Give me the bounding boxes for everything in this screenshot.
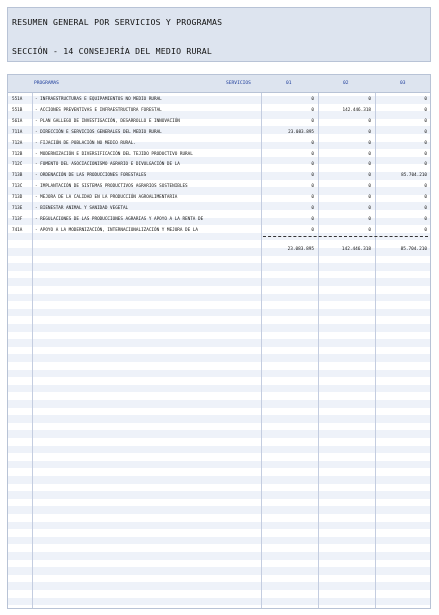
program-name: - APOYO A LA MODERNIZACIÓN, INTERNACIONALIZACIÓN Y MEJORA DE LA <box>35 227 198 233</box>
table-row <box>8 106 430 114</box>
row-stripe <box>8 461 430 469</box>
program-name: - ACCIONES PREVENTIVAS E INFRAESTRUCTURA FORESTAL <box>35 107 162 113</box>
program-code: 713D <box>12 195 23 201</box>
value-03: 0 <box>424 97 427 102</box>
program-name: - DIRECCIÓN E SERVICIOS GENERALES DEL MEDIO RURAL <box>35 129 162 135</box>
row-stripe <box>8 446 430 454</box>
program-name: - ORDENACIÓN DE LAS PRODUCCIONES FORESTALES <box>35 173 147 179</box>
header-servicios: SERVICIOS <box>226 81 251 86</box>
total-01: 23.083.895 <box>287 247 314 252</box>
value-03: 0 <box>424 140 427 146</box>
program-code: 741A <box>12 227 23 233</box>
program-name: - PLAN GALLEGO DE INVESTIGACIÓN, DESARROLLO E INNOVACIÓN <box>35 118 180 124</box>
row-stripe <box>8 506 430 514</box>
row-stripe <box>8 400 430 408</box>
row-stripe <box>8 324 430 332</box>
report-header <box>7 7 431 62</box>
row-stripe <box>8 522 430 530</box>
row-stripe <box>8 491 430 499</box>
program-code: 713F <box>12 216 23 222</box>
value-01: 0 <box>311 227 314 233</box>
value-02: 0 <box>368 118 371 124</box>
row-stripe <box>8 354 430 362</box>
value-02: 0 <box>368 195 371 201</box>
value-02: 0 <box>368 206 371 211</box>
value-02: 0 <box>368 173 371 179</box>
header-col-02: 02 <box>343 81 349 86</box>
value-02: 0 <box>368 140 371 146</box>
table-row <box>8 193 430 201</box>
table-row <box>8 150 430 158</box>
row-stripe <box>8 278 430 286</box>
value-02: 0 <box>368 227 371 233</box>
row-stripe <box>8 430 430 438</box>
program-code: 561A <box>12 118 23 124</box>
header-col-01: 01 <box>286 81 292 86</box>
program-name: - REGULACIONES DE LAS PRODUCCIONES AGRARIAS Y APOYO A LA RENTA DE <box>35 216 204 222</box>
program-code: 551A <box>12 97 23 102</box>
row-stripe <box>8 552 430 560</box>
table-row <box>8 215 430 223</box>
program-name: - IMPLANTACIÓN DE SISTEMAS PRODUCTIVOS AGRARIOS SOSTENIBLES <box>35 184 188 190</box>
value-02: 0 <box>368 216 371 222</box>
row-stripe <box>8 582 430 590</box>
value-02: 142.446.318 <box>342 107 371 113</box>
value-01: 0 <box>311 107 314 113</box>
program-name: - BIENESTAR ANIMAL Y SANIDAD VEGETAL <box>35 206 129 211</box>
total-separator <box>263 236 428 237</box>
report-title: RESUMEN GENERAL POR SERVICIOS Y PROGRAMAS <box>12 17 223 27</box>
value-03: 0 <box>424 107 427 113</box>
summary-table <box>7 74 431 609</box>
total-03: 85.704.210 <box>400 247 427 252</box>
program-name: - FOMENTO DEL ASOCIACIONISMO AGRARIO E DIVULGACIÓN DE LA <box>35 162 180 168</box>
value-03: 0 <box>424 129 427 135</box>
row-stripe <box>8 370 430 378</box>
program-code: 711A <box>12 129 23 135</box>
value-01: 0 <box>311 184 314 190</box>
header-programas: PROGRAMAS <box>34 81 59 86</box>
table-row <box>8 139 430 147</box>
value-01: 0 <box>311 216 314 222</box>
value-01: 0 <box>311 195 314 201</box>
program-code: 712A <box>12 140 23 146</box>
program-name: - FIJACIÓN DE POBLACIÓN NO MEDIO RURAL. <box>35 140 136 146</box>
row-stripe <box>8 294 430 302</box>
row-stripe <box>8 598 430 606</box>
value-01: 23.083.895 <box>288 129 314 135</box>
program-code: 712B <box>12 151 23 157</box>
value-03: 0 <box>424 206 427 211</box>
table-row <box>8 117 430 125</box>
row-stripe <box>8 339 430 347</box>
value-01: 0 <box>311 173 314 179</box>
value-02: 0 <box>368 184 371 190</box>
value-01: 0 <box>311 151 314 157</box>
table-row <box>8 204 430 212</box>
value-01: 0 <box>311 162 314 168</box>
value-01: 0 <box>311 206 314 211</box>
section-title: SECCIÓN - 14 CONSEJERÍA DEL MEDIO RURAL <box>12 46 213 56</box>
program-code: 713E <box>12 206 23 211</box>
value-03: 0 <box>424 227 427 233</box>
program-code: 713B <box>12 173 23 179</box>
row-stripe <box>8 263 430 271</box>
row-stripe <box>8 415 430 423</box>
table-row <box>8 128 430 136</box>
row-stripe <box>8 309 430 317</box>
value-01: 0 <box>311 118 314 124</box>
table-row <box>8 182 430 190</box>
program-name: - MODERNIZACIÓN E DIVERSIFICACIÓN DEL TEJIDO PRODUCTIVO RURAL <box>35 151 193 157</box>
table-header <box>8 75 430 93</box>
program-code: 713C <box>12 184 23 190</box>
value-03: 0 <box>424 118 427 124</box>
value-03: 0 <box>424 195 427 201</box>
program-code: 551B <box>12 107 23 113</box>
header-col-03: 03 <box>400 81 406 86</box>
value-03: 0 <box>424 184 427 190</box>
value-01: 0 <box>311 97 314 102</box>
total-02: 142.446.318 <box>341 247 371 252</box>
table-row <box>8 160 430 168</box>
row-stripe <box>8 385 430 393</box>
value-02: 0 <box>368 151 371 157</box>
row-stripe <box>8 567 430 575</box>
value-03: 0 <box>424 216 427 222</box>
row-stripe <box>8 537 430 545</box>
table-row <box>8 95 430 103</box>
value-01: 0 <box>311 140 314 146</box>
value-02: 0 <box>368 97 371 102</box>
program-name: - INFRAESTRUCTURAS E EQUIPAMIENTOS NO MEDIO RURAL <box>35 97 162 102</box>
table-row <box>8 171 430 179</box>
value-03: 85.704.210 <box>401 173 427 179</box>
value-02: 0 <box>368 129 371 135</box>
value-03: 0 <box>424 151 427 157</box>
value-02: 0 <box>368 162 371 168</box>
program-code: 712C <box>12 162 23 168</box>
program-name: - MEJORA DE LA CALIDAD EN LA PRODUCCIÓN AGROALIMENTARIA <box>35 195 178 201</box>
table-row <box>8 226 430 234</box>
row-stripe <box>8 476 430 484</box>
value-03: 0 <box>424 162 427 168</box>
